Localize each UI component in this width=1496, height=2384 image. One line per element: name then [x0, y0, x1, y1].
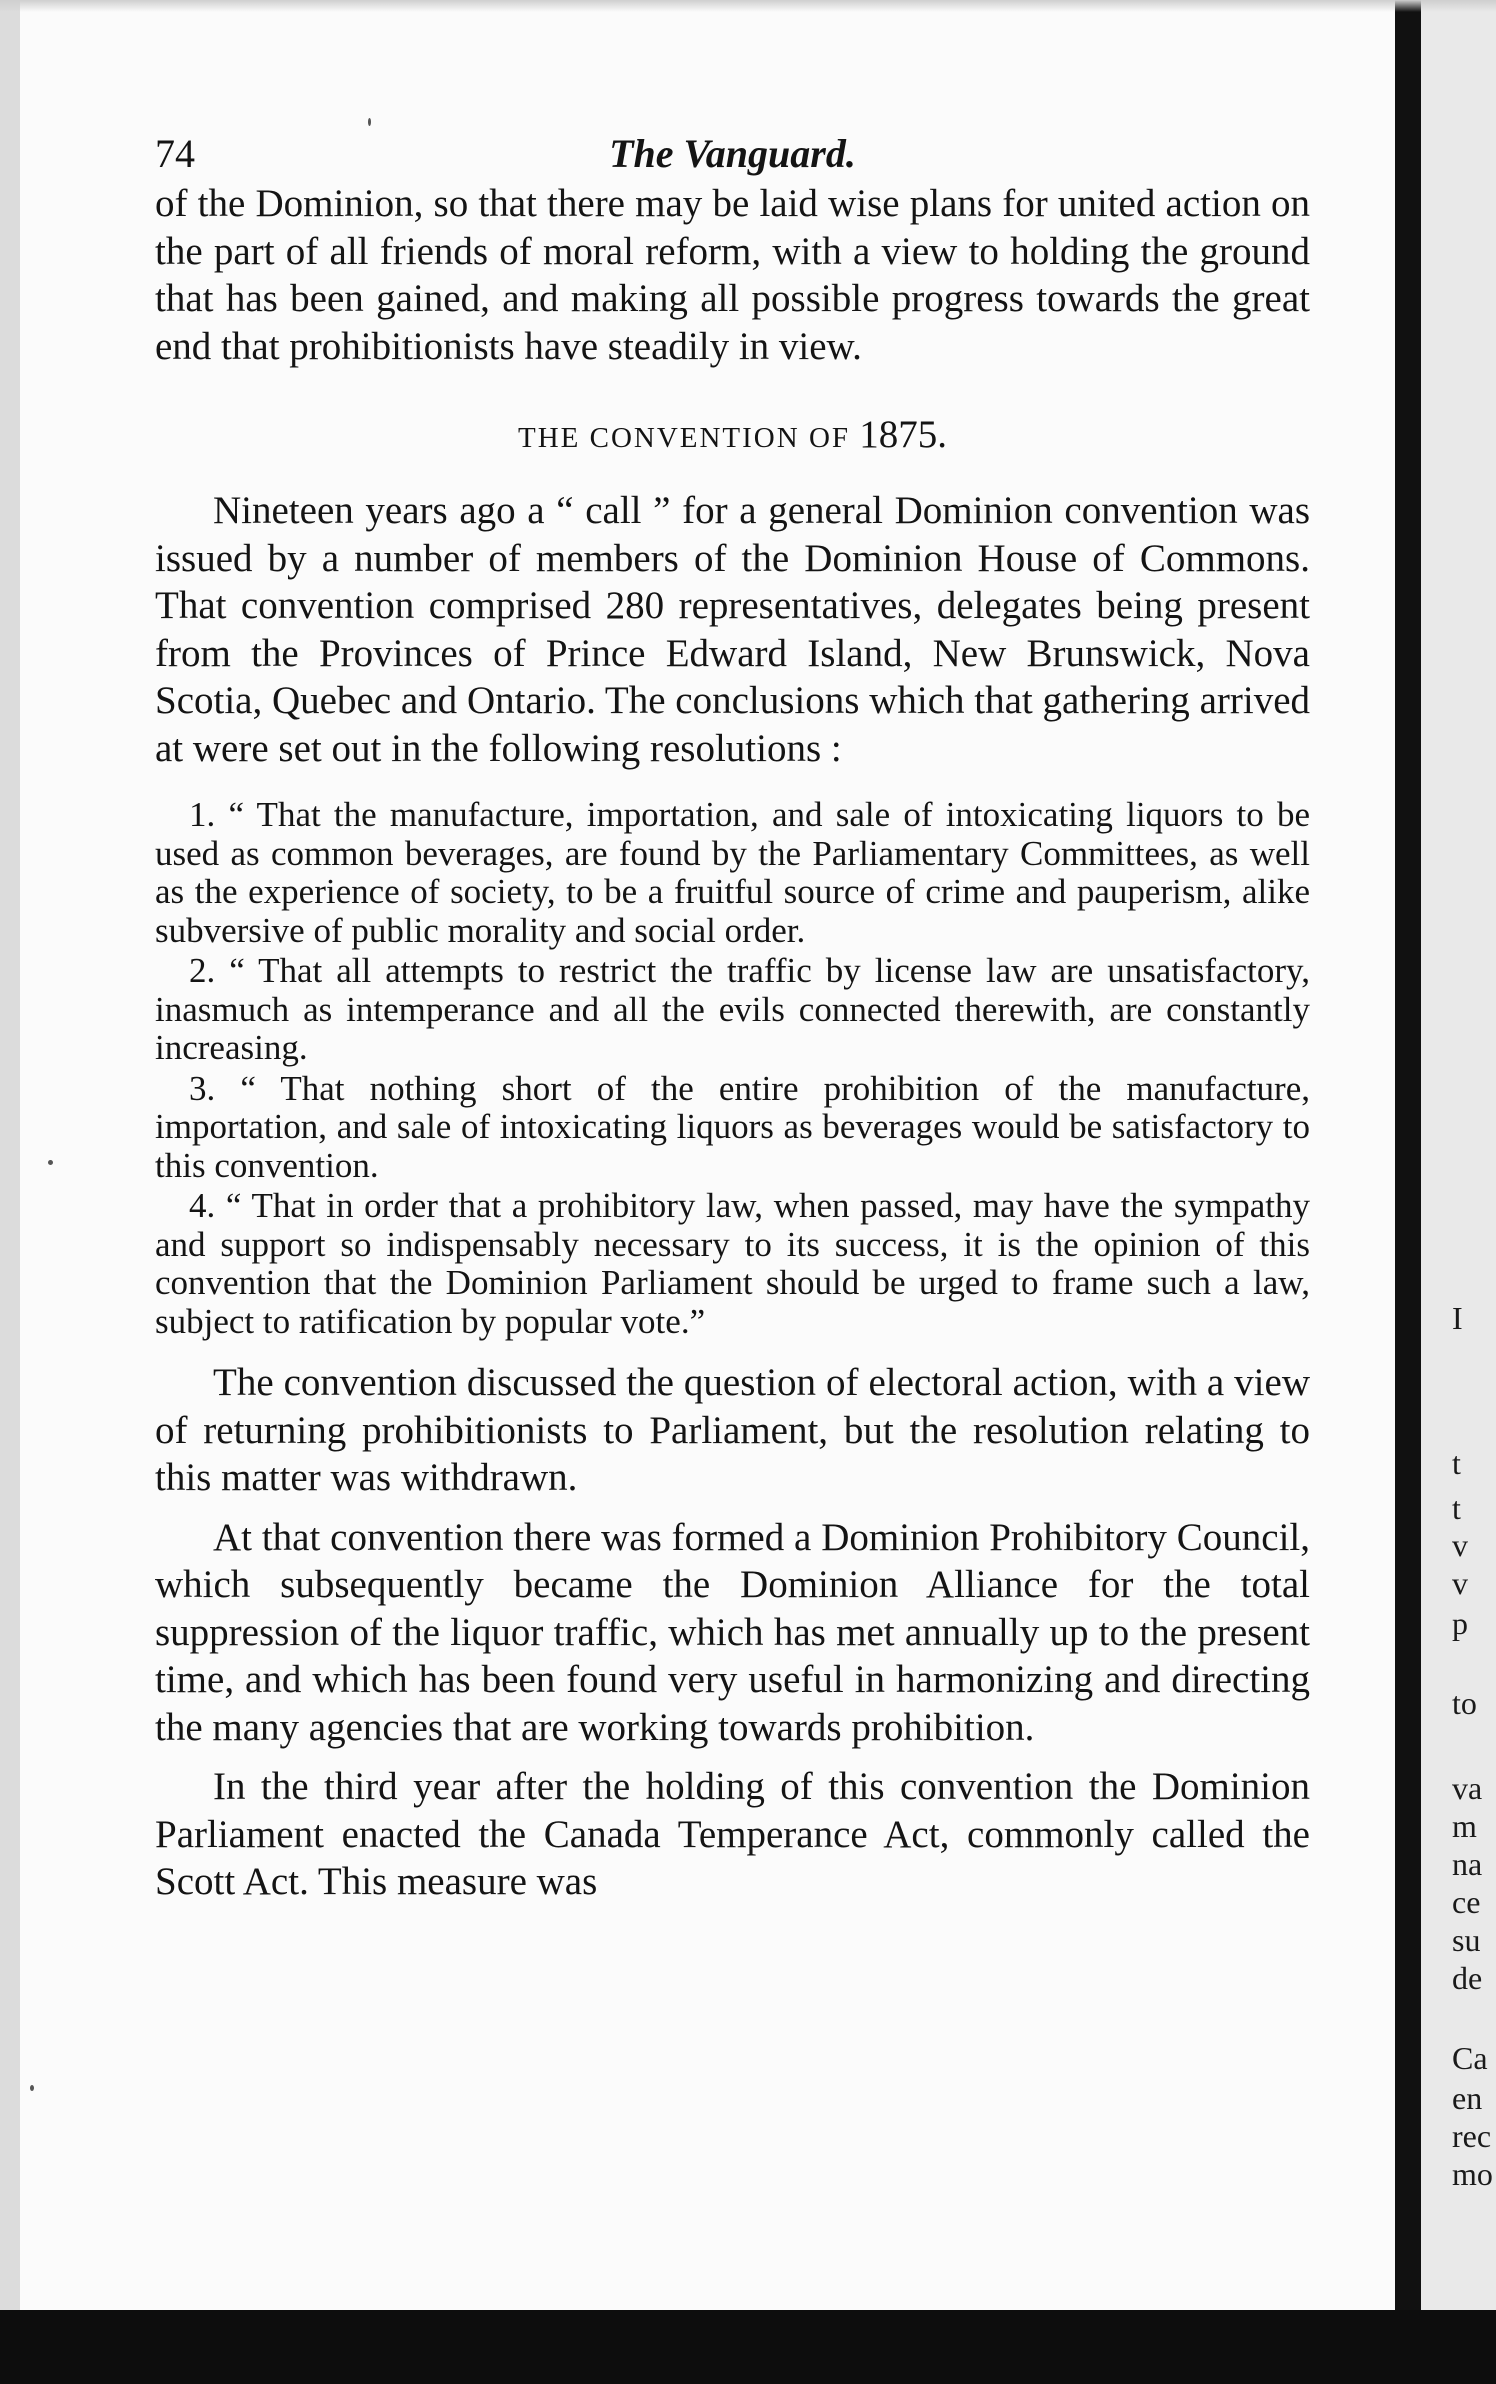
facing-fragment: t	[1452, 1445, 1461, 1481]
paragraph-electoral-action: The convention discussed the question of electoral action, with a view of returning prohibitionists to Parliament, but the resolution relating to this matter was withdrawn.	[155, 1361, 1310, 1499]
paragraph-convention-intro: Nineteen years ago a “ call ” for a general Dominion convention was issued by a number of members of the Dominion House of Commons. That convention comprised 280 representatives, delegates being present from the Provinces of Prince Edward Island, New Brunswick, Nova Scotia, Quebec and Ontario. The conclusions which that gathering arrived at were set out in the following resolutions :	[155, 489, 1310, 770]
facing-fragment: na	[1452, 1846, 1483, 1882]
section-heading-text: THE CONVENTION OF	[517, 422, 851, 454]
page-text-column	[155, 110, 1310, 1906]
paragraph-prohibitory-council: At that convention there was formed a Dominion Prohibitory Council, which subsequently became the Dominion Alliance for the total suppression of the liquor traffic, which has met annually up to the present time, and which has been found very useful in harmonizing and directing the many agencies that are working towards prohibition.	[155, 1515, 1310, 1749]
facing-fragment: v	[1452, 1565, 1468, 1601]
scan-bottom-edge	[0, 2310, 1496, 2384]
facing-fragment: de	[1452, 1960, 1483, 1996]
section-heading	[155, 412, 1310, 457]
facing-fragment: m	[1452, 1808, 1477, 1844]
facing-fragment: Ca	[1452, 2040, 1488, 2076]
facing-fragment: p	[1452, 1605, 1468, 1641]
facing-fragment: va	[1452, 1770, 1483, 1806]
facing-fragment: su	[1452, 1922, 1481, 1958]
paragraph-scott-act: In the third year after the holding of this convention the Dominion Parliament enacted the Canada Temperance Act, commonly called the Scott Act. This measure was	[155, 1765, 1310, 1903]
resolution-item: 3. “ That nothing short of the entire prohibition of the manufacture, importation, and sale of intoxicating liquors as beverages would be satisfactory to this convention.	[155, 1068, 1310, 1185]
facing-fragment: rec	[1452, 2118, 1492, 2154]
resolution-item: 4. “ That in order that a prohibitory law, when passed, may have the sympathy and support so indispensably necessary to its success, it is the opinion of this convention that the Dominion Parliament should be urged to frame such a law, subject to ratification by popular vote.”	[155, 1186, 1310, 1341]
facing-fragment: I	[1452, 1300, 1463, 1336]
resolutions-list	[155, 796, 1310, 1341]
running-title: The Vanguard.	[609, 131, 856, 176]
scan-speck	[30, 2085, 34, 2091]
section-heading-year: 1875.	[859, 413, 948, 456]
opening-paragraph: of the Dominion, so that there may be laid wise plans for united action on the part of all friends of moral reform, with a view to holding the ground that has been gained, and making all possible progress towards the great end that prohibitionists have steadily in view.	[155, 182, 1310, 368]
facing-fragment: ce	[1452, 1884, 1481, 1920]
facing-page-text	[1440, 0, 1496, 2310]
scan-top-edge	[0, 0, 1496, 12]
scan-speck	[48, 1160, 53, 1165]
resolution-item: 1. “ That the manufacture, importation, and sale of intoxicating liquors to be used as common beverages, are found by the Parliamentary Committees, as well as the experience of society, to be a fruitful source of crime and pauperism, alike subversive of public morality and social order.	[155, 795, 1310, 950]
facing-fragment: en	[1452, 2080, 1483, 2116]
page-number: 74	[155, 131, 195, 176]
running-header	[155, 110, 1310, 180]
facing-fragment: mo	[1452, 2156, 1493, 2192]
resolution-item: 2. “ That all attempts to restrict the traffic by license law are unsatisfactory, inasmuch as intemperance and all the evils connected therewith, are constantly increasing.	[155, 951, 1310, 1067]
binding-gutter	[1395, 0, 1421, 2384]
facing-fragment: v	[1452, 1527, 1468, 1563]
facing-fragment: to	[1452, 1685, 1477, 1721]
facing-fragment: t	[1452, 1490, 1461, 1526]
